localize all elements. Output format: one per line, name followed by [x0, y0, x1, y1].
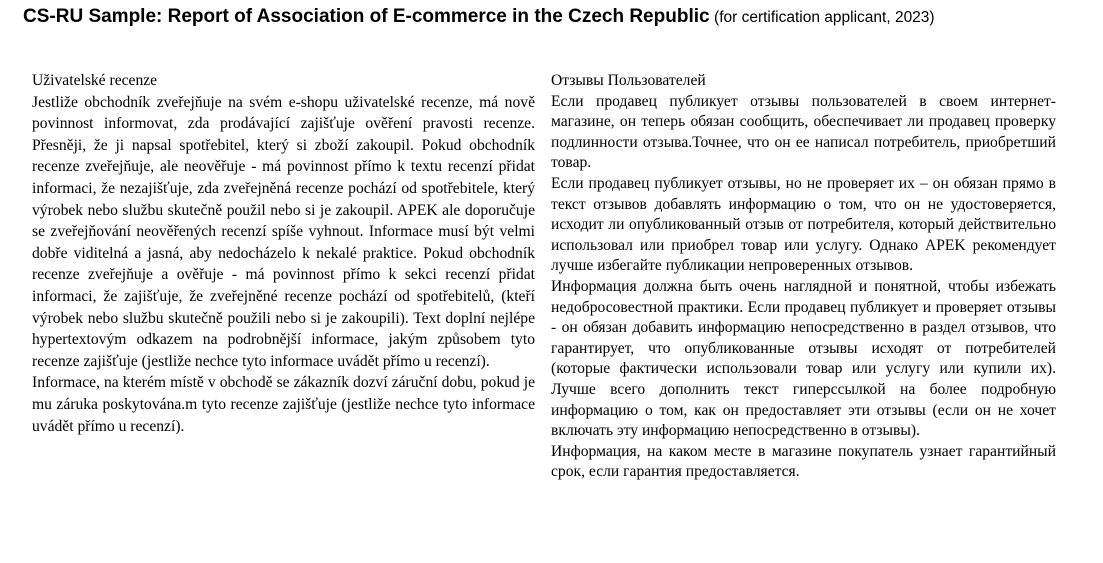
russian-column	[551, 70, 1056, 483]
russian-paragraph: Информация должна быть очень наглядной и понятной, чтобы избежать недобросовестной практики. Если продавец публикует и проверяет отзывы - он обязан добавить информацию непосредственно в раздел отзывов, что гарантирует, что опубликованные отзывы исходят от потребителей (которые фактически использовали товар или услугу или купили их). Лучше всего дополнить текст гиперссылкой на более подробную информацию о том, как он предоставляет эти отзывы (если он не хочет включать эту информацию непосредственно в отзывы).	[551, 277, 1056, 440]
russian-heading: Отзывы Пользователей	[551, 72, 706, 89]
czech-heading: Uživatelské recenze	[32, 72, 158, 89]
czech-column	[32, 70, 535, 437]
page-header	[23, 6, 935, 28]
russian-paragraph: Если продавец публикует отзывы пользователей в своем интернет-магазине, он теперь обязан сообщить, обеспечивает ли продавец проверку подлинности отзыва.Точнее, что он ее написал потребитель, приобретший товар.	[551, 92, 1056, 172]
page-title: CS-RU Sample: Report of Association of E-commerce in the Czech Republic	[23, 6, 710, 27]
czech-paragraph: Informace, na kterém místě v obchodě se zákazník dozví záruční dobu, pokud je mu záruka poskytována.m tyto recenze zajišťuje (jestliže nechce tyto informace uvádět přímo u recenzí).	[32, 374, 535, 435]
russian-paragraph: Информация, на каком месте в магазине покупатель узнает гарантийный срок, если гарантия предоставляется.	[551, 442, 1056, 481]
czech-paragraph: Jestliže obchodník zveřejňuje na svém e-shopu uživatelské recenze, má nově povinnost informovat, zda prodávající zajišťuje ověření pravosti recenze. Přesněji, že ji napsal spotřebitel, který si zboží zakoupil. Pokud obchodník recenze zveřejňuje, ale neověřuje - má povinnost přímo k textu recenzí přidat informaci, že nezajišťuje, zda zveřejněná recenze pochází od spotřebitele, který výrobek nebo službu skutečně použil nebo si je zakoupil. APEK ale doporučuje se zveřejňování neověřených recenzí spíše vyhnout. Informace musí být velmi dobře viditelná a jasná, aby nedocházelo k nekalé praktice. Pokud obchodník recenze zveřejňuje a ověřuje - má povinnost přímo k sekci recenzí přidat informaci, že zajišťuje, že zveřejněné recenze pochází od spotřebitelů, (kteří výrobek nebo službu skutečně použili nebo si je zakoupili). Text doplní nejlépe hypertextovým odkazem na podrobnější informace, jakým způsobem tyto recenze zajišťuje (jestliže nechce tyto informace uvádět přímo u recenzí).	[32, 93, 535, 370]
russian-paragraph: Если продавец публикует отзывы, но не проверяет их – он обязан прямо в текст отзывов добавлять информацию о том, что он не удостоверяется, исходит ли опубликованный отзыв от потребителя, который действительно использовал или приобрел товар или услугу. Однако APEK рекомендует лучше избегайте публикации непроверенных отзывов.	[551, 174, 1056, 275]
page-subtitle: (for certification applicant, 2023)	[714, 9, 935, 26]
